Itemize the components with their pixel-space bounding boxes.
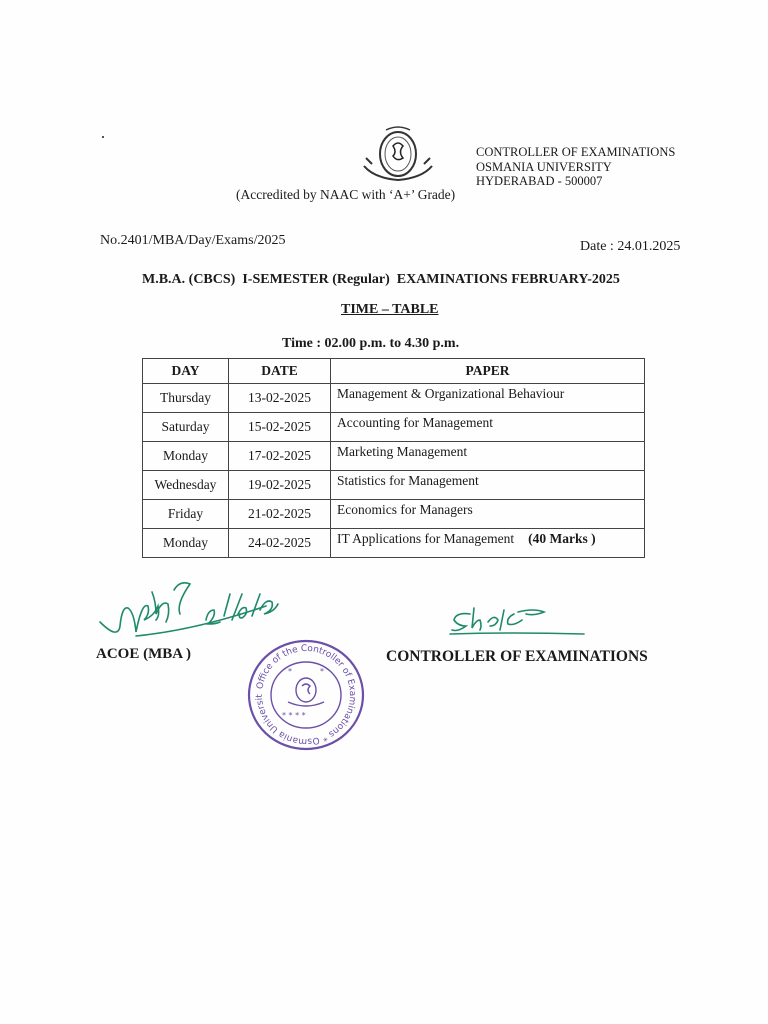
office-line: CONTROLLER OF EXAMINATIONS	[476, 145, 676, 159]
office-line: HYDERABAD - 500007	[476, 174, 603, 188]
cell-date: 19-02-2025	[229, 471, 331, 500]
acoe-title: ACOE (MBA )	[96, 646, 191, 662]
university-logo	[360, 124, 438, 184]
cell-date: 13-02-2025	[229, 384, 331, 413]
table-row	[143, 384, 645, 413]
reference-number: No.2401/MBA/Day/Exams/2025	[100, 233, 286, 248]
cell-date: 24-02-2025	[229, 529, 331, 558]
cell-paper	[331, 384, 645, 413]
table-row	[143, 471, 645, 500]
svg-text:*: *	[288, 667, 292, 676]
cell-date: 15-02-2025	[229, 413, 331, 442]
cell-paper	[331, 442, 645, 471]
cell-paper	[331, 529, 645, 558]
office-address	[476, 145, 675, 189]
schedule-table	[142, 358, 645, 558]
paper-name: IT Applications for Management	[337, 531, 515, 546]
office-line: OSMANIA UNIVERSITY	[476, 159, 612, 174]
coe-title: CONTROLLER OF EXAMINATIONS	[386, 648, 648, 665]
header-date: DATE	[229, 359, 331, 384]
svg-text:* * * *: * * * *	[282, 711, 306, 720]
exam-heading: M.B.A. (CBCS) I-SEMESTER (Regular) EXAMINATIONS FEBRUARY-2025	[142, 272, 620, 287]
cell-day: Saturday	[143, 413, 229, 442]
speck	[102, 136, 104, 138]
paper-name: Accounting for Management	[337, 415, 493, 430]
paper-name: Economics for Managers	[337, 502, 473, 517]
cell-day: Monday	[143, 442, 229, 471]
cell-paper	[331, 413, 645, 442]
paper-name: Management & Organizational Behaviour	[337, 386, 565, 401]
marks-note: (40 Marks )	[528, 531, 596, 546]
svg-text:Office of the Controller of Ex: Office of the Controller of Examinations * Osmania Universit	[254, 643, 358, 747]
cell-date: 17-02-2025	[229, 442, 331, 471]
coe-signature	[448, 604, 588, 644]
office-seal	[246, 638, 366, 752]
paper-name: Marketing Management	[337, 444, 468, 459]
cell-day: Wednesday	[143, 471, 229, 500]
cell-day: Monday	[143, 529, 229, 558]
accreditation-line: (Accredited by NAAC with ‘A+’ Grade)	[236, 187, 456, 202]
table-row	[143, 529, 645, 558]
svg-text:*: *	[320, 667, 324, 676]
cell-date: 21-02-2025	[229, 500, 331, 529]
header-paper: PAPER	[331, 359, 645, 384]
cell-day: Friday	[143, 500, 229, 529]
timetable-title: TIME – TABLE	[341, 302, 439, 317]
table-row	[143, 500, 645, 529]
cell-paper	[331, 500, 645, 529]
table-row	[143, 442, 645, 471]
table-row	[143, 413, 645, 442]
cell-day: Thursday	[143, 384, 229, 413]
exam-time: Time : 02.00 p.m. to 4.30 p.m.	[282, 336, 460, 351]
issue-date: Date : 24.01.2025	[580, 239, 681, 254]
cell-paper	[331, 471, 645, 500]
header-day: DAY	[143, 359, 229, 384]
paper-name: Statistics for Management	[337, 473, 479, 488]
table-header-row	[143, 359, 645, 384]
